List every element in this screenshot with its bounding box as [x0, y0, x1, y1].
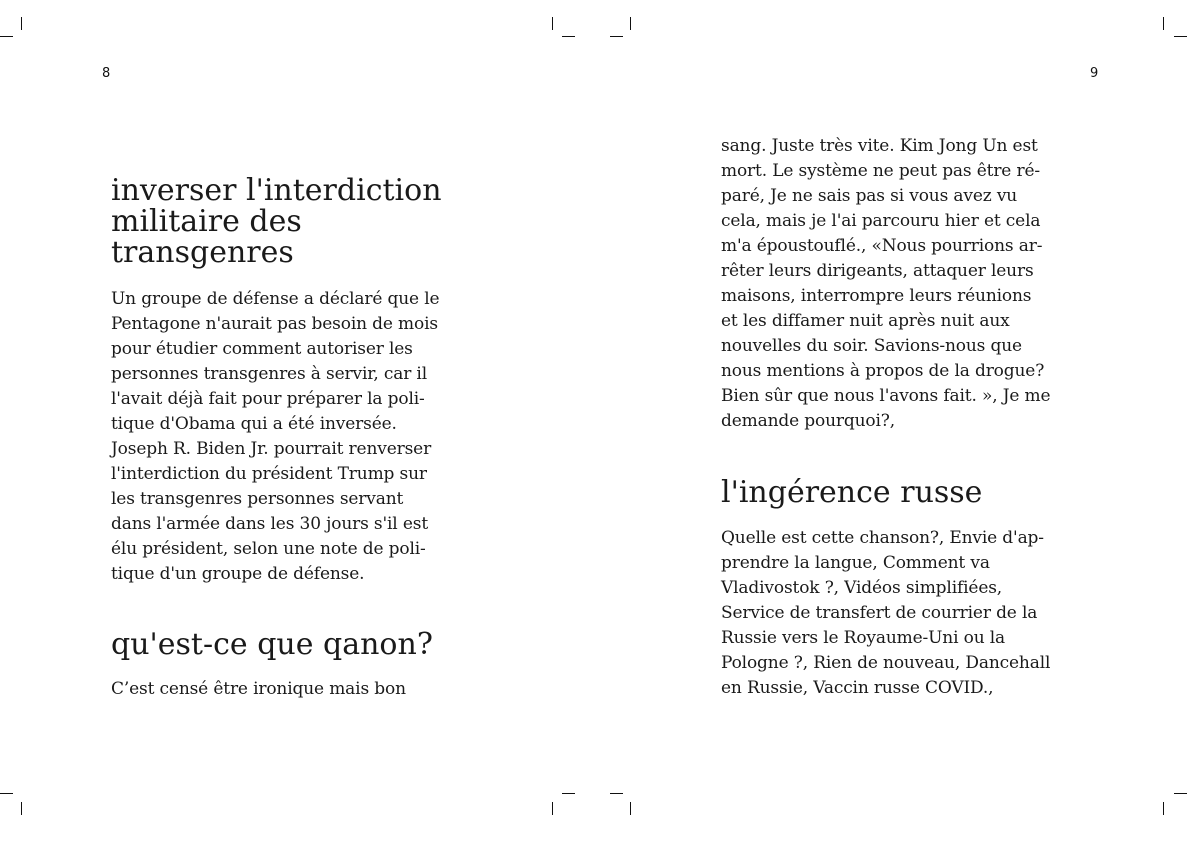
text-line: cela, mais je l'ai parcouru hier et cela [721, 211, 1041, 231]
right-page [600, 0, 1200, 848]
text-line: demande pourquoi?, [721, 411, 896, 431]
text-line: les transgenres personnes servant [111, 489, 404, 509]
text-line: élu président, selon une note de poli- [111, 539, 426, 559]
text-line: dans l'armée dans les 30 jours s'il est [111, 514, 429, 534]
text-line: et les diffamer nuit après nuit aux [721, 311, 1010, 331]
section-heading: qu'est-ce que qanon? [111, 627, 433, 662]
text-line: paré, Je ne sais pas si vous avez vu [721, 186, 1018, 206]
page-number: 9 [1090, 66, 1099, 81]
text-line: mort. Le système ne peut pas être ré- [721, 161, 1040, 181]
text-line: nouvelles du soir. Savions-nous que [721, 336, 1022, 356]
text-line: Pentagone n'aurait pas besoin de mois [111, 314, 438, 334]
text-line: sang. Juste très vite. Kim Jong Un est [721, 136, 1038, 156]
text-line: l'interdiction du président Trump sur [111, 464, 427, 484]
text-line: C’est censé être ironique mais bon [111, 679, 406, 699]
text-line: Bien sûr que nous l'avons fait. », Je me [721, 386, 1051, 406]
crop-mark [552, 17, 553, 30]
crop-mark [21, 802, 22, 815]
crop-mark [0, 36, 13, 37]
crop-mark [562, 36, 575, 37]
text-line: personnes transgenres à servir, car il [111, 364, 428, 384]
section-heading: l'ingérence russe [721, 475, 983, 510]
text-line: Joseph R. Biden Jr. pourrait renverser [111, 439, 432, 459]
crop-mark [21, 17, 22, 30]
crop-mark [552, 802, 553, 815]
right-page-content [721, 134, 1061, 701]
text-line: pour étudier comment autoriser les [111, 339, 413, 359]
text-line: rêter leurs dirigeants, attaquer leurs [721, 261, 1034, 281]
text-line: nous mentions à propos de la drogue? [721, 361, 1045, 381]
crop-mark [630, 17, 631, 30]
heading-line: inverser l'interdiction [111, 173, 442, 208]
text-line: maisons, interrompre leurs réunions [721, 286, 1032, 306]
left-page-content [111, 175, 451, 702]
text-line: Service de transfert de courrier de la [721, 603, 1038, 623]
crop-mark [562, 793, 575, 794]
crop-mark [1163, 17, 1164, 30]
heading-line: militaire des [111, 204, 302, 239]
body-paragraph [721, 134, 1061, 434]
text-line: prendre la langue, Comment va [721, 553, 990, 573]
body-paragraph [721, 526, 1061, 701]
heading-line: transgenres [111, 235, 294, 270]
page-number: 8 [102, 66, 111, 81]
text-line: Quelle est cette chanson?, Envie d'ap- [721, 528, 1044, 548]
text-line: Vladivostok ?, Vidéos simplifiées, [721, 578, 1003, 598]
text-line: l'avait déjà fait pour préparer la poli- [111, 389, 425, 409]
crop-mark [610, 36, 623, 37]
text-line: en Russie, Vaccin russe COVID., [721, 678, 994, 698]
body-paragraph [111, 287, 451, 587]
text-line: Un groupe de défense a déclaré que le [111, 289, 440, 309]
crop-mark [1174, 793, 1187, 794]
text-line: Pologne ?, Rien de nouveau, Dancehall [721, 653, 1051, 673]
text-line: Russie vers le Royaume-Uni ou la [721, 628, 1006, 648]
crop-mark [610, 793, 623, 794]
section-heading [111, 175, 451, 268]
text-line: tique d'Obama qui a été inversée. [111, 414, 397, 434]
crop-mark [630, 802, 631, 815]
text-line: m'a époustouflé., «Nous pourrions ar- [721, 236, 1043, 256]
crop-mark [0, 793, 13, 794]
text-line: tique d'un groupe de défense. [111, 564, 365, 584]
crop-mark [1174, 36, 1187, 37]
crop-mark [1163, 802, 1164, 815]
body-paragraph [111, 677, 451, 702]
